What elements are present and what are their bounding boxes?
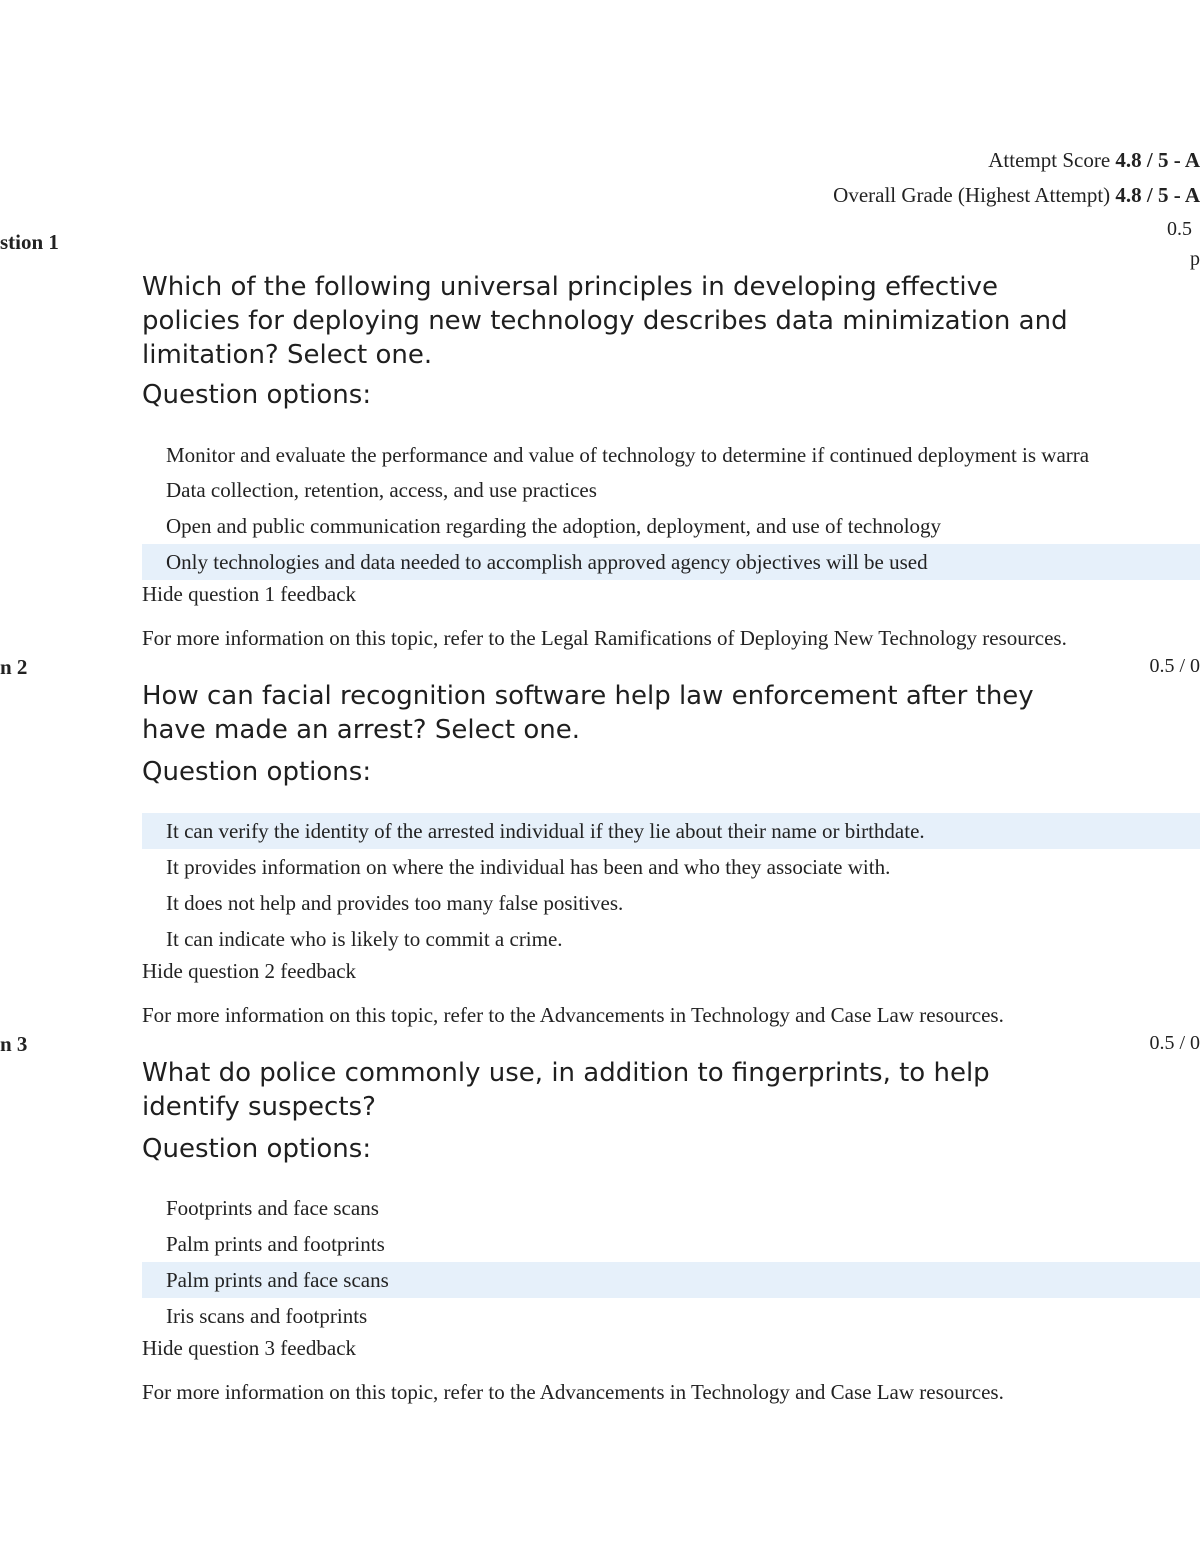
question-3-hide-feedback-link[interactable]: Hide question 3 feedback xyxy=(142,1336,357,1360)
question-3-text: What do police commonly use, in addition to fingerprints, to help identify suspects? xyxy=(142,1058,990,1122)
question-3-options-label: Question options: xyxy=(142,1134,372,1164)
question-2-option-1-selected[interactable]: It can verify the identity of the arrested individual if they lie about their name or birthdate. xyxy=(142,813,1200,849)
question-3-label: n 3 xyxy=(0,1032,28,1056)
question-1-option-3[interactable]: Open and public communication regarding the adoption, deployment, and use of technology xyxy=(166,514,942,538)
overall-grade-value: 4.8 / 5 - A xyxy=(1115,183,1200,207)
question-3-feedback: For more information on this topic, refer to the Advancements in Technology and Case Law resources. xyxy=(142,1380,1004,1404)
attempt-score-label: Attempt Score xyxy=(988,148,1111,172)
question-1-hide-feedback-link[interactable]: Hide question 1 feedback xyxy=(142,582,357,606)
question-3-option-2[interactable]: Palm prints and footprints xyxy=(166,1232,385,1256)
question-2-hide-feedback-link[interactable]: Hide question 2 feedback xyxy=(142,959,357,983)
question-1-points: 0.5 xyxy=(1167,218,1192,240)
question-1-option-2[interactable]: Data collection, retention, access, and use practices xyxy=(166,478,597,502)
question-3-option-4[interactable]: Iris scans and footprints xyxy=(166,1304,368,1328)
attempt-score-value: 4.8 / 5 - A xyxy=(1115,148,1200,172)
question-1-feedback: For more information on this topic, refer to the Legal Ramifications of Deploying New Technology resources. xyxy=(142,626,1067,650)
question-2-feedback: For more information on this topic, refer to the Advancements in Technology and Case Law resources. xyxy=(142,1003,1004,1027)
question-3-option-1[interactable]: Footprints and face scans xyxy=(166,1196,379,1220)
question-2-points: 0.5 / 0 xyxy=(1149,655,1200,677)
question-1-label: stion 1 xyxy=(0,230,59,254)
question-3-option-3-selected[interactable]: Palm prints and face scans xyxy=(142,1262,1200,1298)
question-1-option-1[interactable]: Monitor and evaluate the performance and value of technology to determine if continued deployment is warra xyxy=(166,443,1090,467)
question-1-options-label: Question options: xyxy=(142,380,372,410)
question-1-option-4-selected[interactable]: Only technologies and data needed to accomplish approved agency objectives will be used xyxy=(142,544,1200,580)
question-2-option-3[interactable]: It does not help and provides too many false positives. xyxy=(166,891,624,915)
question-1-points-suffix: p xyxy=(1190,248,1200,270)
question-2-option-4[interactable]: It can indicate who is likely to commit a crime. xyxy=(166,927,563,951)
overall-grade-label: Overall Grade (Highest Attempt) xyxy=(833,183,1111,207)
question-1-text: Which of the following universal principles in developing effective policies for deploying new technology describes data minimization and limitation? Select one. xyxy=(142,272,1068,370)
question-2-option-2[interactable]: It provides information on where the individual has been and who they associate with. xyxy=(166,855,891,879)
overall-grade xyxy=(833,183,1200,208)
question-3-points: 0.5 / 0 xyxy=(1149,1032,1200,1054)
question-2-text: How can facial recognition software help law enforcement after they have made an arrest? Select one. xyxy=(142,681,1034,745)
question-2-label: n 2 xyxy=(0,655,28,679)
question-2-options-label: Question options: xyxy=(142,757,372,787)
attempt-score xyxy=(988,148,1200,173)
